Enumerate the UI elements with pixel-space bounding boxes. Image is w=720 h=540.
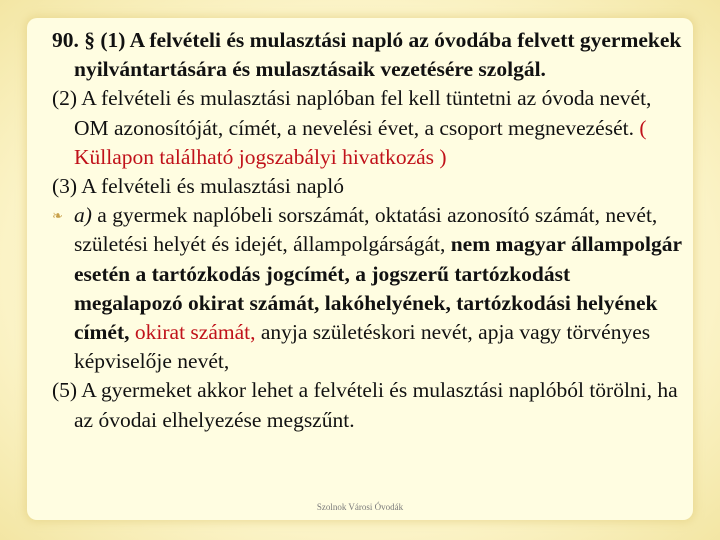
decorative-bullet-icon: ❧ bbox=[52, 208, 63, 224]
paragraph-5: (5) A gyermeket akkor lehet a felvételi és mulasztási naplóból törölni, ha az óvodai elhelyezése megszűnt. bbox=[52, 378, 678, 432]
footer-text: Szolnok Városi Óvodák bbox=[316, 502, 404, 512]
legal-reference-note: ( Küllapon található jogszabályi hivatkozás ) bbox=[74, 115, 647, 169]
paragraph-1: 90. § (1) A felvételi és mulasztási napló az óvodába felvett gyermekek nyilvántartására és mulasztásaik vezetésére szolgál. bbox=[52, 28, 682, 82]
item-text-tail: anyja születéskori nevét, apja vagy törvényes képviselője nevét, bbox=[74, 320, 651, 374]
paragraph-3: (3) A felvételi és mulasztási napló bbox=[52, 174, 344, 199]
paragraph-4 bbox=[52, 201, 682, 376]
item-text-bold: nem magyar állampolgár esetén a tartózkodás jogcímét, a jogszerű tartózkodást megalapozó okirat számát, lakóhelyének, tartózkodási helyének címét, bbox=[74, 232, 682, 345]
paragraph-2-text: (2) A felvételi és mulasztási naplóban fel kell tüntetni az óvoda nevét, OM azonosítóját, címét, a nevelési évet, a csoport megnevezését. bbox=[52, 86, 652, 140]
paragraph-2 bbox=[52, 84, 682, 172]
slide-content bbox=[52, 26, 682, 435]
item-text-plain: a gyermek naplóbeli sorszámát, oktatási azonosító számát, nevét, születési helyét és idejét, állampolgárságát, bbox=[74, 203, 658, 257]
item-text-red: okirat számát, bbox=[134, 320, 256, 345]
item-marker: a) bbox=[74, 203, 92, 228]
